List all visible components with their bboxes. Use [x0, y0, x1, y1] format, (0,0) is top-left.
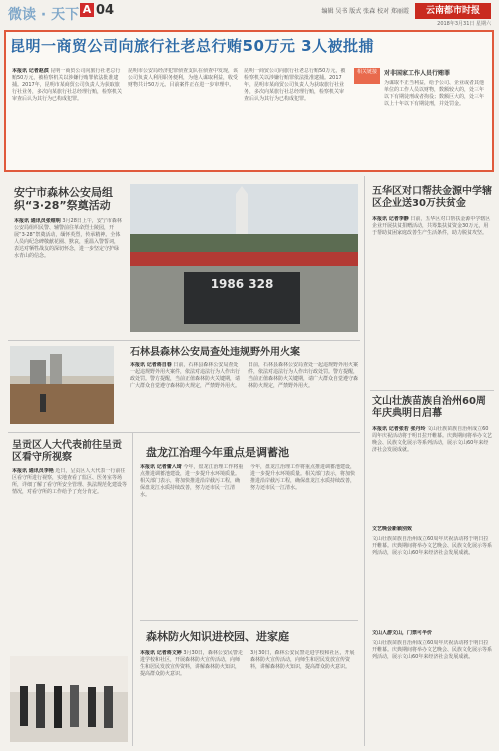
column-divider: [132, 432, 133, 746]
shilin-lead: 本报讯 记者蒋自春: [130, 362, 172, 368]
section-divider: [140, 620, 358, 621]
panlong-body-1: [140, 464, 244, 614]
top-story-headline: 昆明一商贸公司向旅行社老总行贿50万元 3人被批捕: [10, 37, 375, 55]
wenshan-text: 文山壮族苗族自治州成立60周年庆祝活动将于明日拉开帷幕。庆典期间将举办文艺晚会、民族文化展示等系列活动，展示文山60年来经济社会发展成就。: [372, 426, 492, 453]
panlong-body-2: 今年，盘龙江治理工作将重点推进调蓄池建设，进一步提升水环境质量。相关部门表示，将加快推进沿岸截污工程，确保盘龙江水质持续改善，努力还市民一江清水。: [250, 464, 356, 491]
memorial-photo: [130, 184, 358, 332]
page-number: 04: [96, 3, 115, 18]
wuhua-headline: 五华区对口帮扶金源中学辖区企业送30万扶贫金: [372, 186, 492, 209]
memorial-stone-text: 1986 328: [210, 277, 274, 291]
anning-text: 3月28日上午，安宁市森林公安局组织民警、辅警前往革命烈士陵园，开展“3·28”祭奠活动，缅怀英烈，传承精神。全体人员向纪念碑敬献花圈、默哀，重温入警誓词，表达对牺牲战友的深切怀念，进一步坚定守护绿水青山的信念。: [14, 218, 122, 259]
top-story-box: [4, 30, 494, 172]
delegates-photo: [10, 656, 128, 742]
section-divider: [8, 340, 360, 341]
top-story-body-1: 昆明一商贸公司向旅行社老总行贿50万元，被检察机关以涉嫌行贿罪依法批准逮捕。2017年，昆明市某商贸公司负责人为获取旅行社业务，多次向某旅行社总经理行贿，检察机关审查后认为其行为已构成犯罪。: [12, 68, 122, 102]
wuhua-lead: 本报讯 记者李静: [372, 216, 409, 222]
related-link-body: 为谋取不正当利益，给予公司、企业或者其他单位的工作人员以财物，数额较大的，处三年以下有期徒刑或者拘役；数额巨大的，处三年以上十年以下有期徒刑，并处罚金。: [384, 80, 485, 107]
section-title: 微读 · 天下: [8, 7, 80, 23]
wenshan-subhead-gala: 文艺晚会新颖别致: [372, 526, 413, 532]
panlong-lead: 本报讯 记者蕾入琦: [140, 464, 182, 470]
shilin-body-1: [130, 362, 242, 428]
top-story-body-3: 昆明一商贸公司向旅行社老总行贿50万元，被检察机关以涉嫌行贿罪依法批准逮捕。2017年，昆明市某商贸公司负责人为获取旅行社业务，多次向某旅行社总经理行贿，检察机关审查后认为其行为已构成犯罪。: [244, 68, 346, 102]
issue-date: 2018年3月31日 星期六: [437, 21, 491, 27]
wuhua-text: 日前，五华区对口帮扶金源中学辖区企业开展扶贫捐赠活动，共筹集扶贫资金30万元，用于帮助贫困家庭改善生产生活条件，助力脱贫攻坚。: [372, 216, 491, 236]
fire-campaign-headline: 森林防火知识进校园、进家庭: [146, 630, 289, 643]
fire-campaign-body-2: 3月30日，森林公安民警走进学校和社区，开展森林防火宣传活动，向师生和居民发放宣传资料，讲解森林防火知识，提高群众防火意识。: [250, 650, 355, 670]
shilin-body-2: 日前，石林县森林公安局查处一起违规野外用火案件，依法对违法行为人作出行政处罚。警方提醒，当前正值森林防火关键期，请广大群众自觉遵守森林防火规定，严禁野外用火。: [248, 362, 358, 389]
newspaper-logo: 云南都市时报: [415, 3, 491, 19]
editor-credits: 编辑 吴书 版式 张森 校对 郑丽霞: [321, 8, 409, 15]
section-divider: [8, 432, 360, 433]
fire-campaign-body-1: [140, 650, 244, 742]
top-story-column-1: [12, 68, 122, 168]
top-story-lead: 本报讯 记者赵滨: [12, 68, 49, 74]
shilin-headline: 石林县森林公安局查处违规野外用火案: [130, 347, 300, 358]
wenshan-headline: 文山壮族苗族自治州60周年庆典明日启幕: [372, 396, 486, 419]
section-divider: [370, 390, 494, 391]
wenshan-subhead-tickets: 文山人游文山，门票可半价: [372, 630, 433, 636]
chenggong-headline: 呈贡区人大代表前往呈贡区看守所视察: [12, 440, 122, 463]
anning-headline: 安宁市森林公安局组织“3·28”祭奠活动: [14, 186, 113, 212]
related-link-heading: 对非国家工作人员行贿罪: [384, 70, 451, 77]
anning-lead: 本报讯 通讯员张维明: [14, 218, 61, 224]
fire-campaign-text: 3月30日，森林公安民警走进学校和社区，开展森林防火宣传活动，向师生和居民发放宣传资料，讲解森林防火知识，提高群众防火意识。: [140, 650, 243, 677]
wenshan-lead: 本报讯 记者张若 张丹玲: [372, 426, 426, 432]
top-story-column-2: [128, 68, 238, 168]
column-divider: [364, 176, 365, 746]
top-story-column-3: [244, 68, 348, 168]
chenggong-body: [12, 468, 128, 648]
fire-campaign-lead: 本报讯 记者蒋文婷: [140, 650, 182, 656]
anning-body: [14, 218, 122, 336]
related-link-tag: 相关链接: [354, 68, 380, 84]
panlong-headline: 盘龙江治理今年重点是调蓄池: [146, 446, 289, 459]
chenggong-text: 近日，呈贡区人大代表一行前往区看守所进行视察，实地查看了监区、医务室等场所，详细了解了看守所安全管理、执法规范化建设等情况，对看守所的工作给予了充分肯定。: [12, 468, 128, 495]
shilin-text: 日前，石林县森林公安局查处一起违规野外用火案件，依法对违法行为人作出行政处罚。警方提醒，当前正值森林防火关键期，请广大群众自觉遵守森林防火规定，严禁野外用火。: [130, 362, 241, 389]
top-story-body-2: 昆明市公安局经济犯罪侦查支队在侦查中发现，该公司负责人利用职务便利，为他人谋取利益，收受财物共计50万元。目前案件正在进一步审理中。: [128, 68, 238, 88]
masthead: [0, 0, 499, 28]
fire-site-photo: [10, 346, 114, 424]
wenshan-body-3: 文山壮族苗族自治州成立60周年庆祝活动将于明日拉开帷幕。庆典期间将举办文艺晚会、民族文化展示等系列活动，展示文山60年来经济社会发展成就。: [372, 640, 492, 660]
wenshan-body-2: 文山壮族苗族自治州成立60周年庆祝活动将于明日拉开帷幕。庆典期间将举办文艺晚会、民族文化展示等系列活动，展示文山60年来经济社会发展成就。: [372, 536, 492, 556]
panlong-text: 今年，盘龙江治理工作将重点推进调蓄池建设，进一步提升水环境质量。相关部门表示，将加快推进沿岸截污工程，确保盘龙江水质持续改善，努力还市民一江清水。: [140, 464, 244, 498]
page-letter-badge: A: [80, 3, 94, 17]
wenshan-body: [372, 426, 492, 522]
wuhua-body: [372, 216, 492, 384]
chenggong-lead: 本报讯 通讯员李艳: [12, 468, 54, 474]
